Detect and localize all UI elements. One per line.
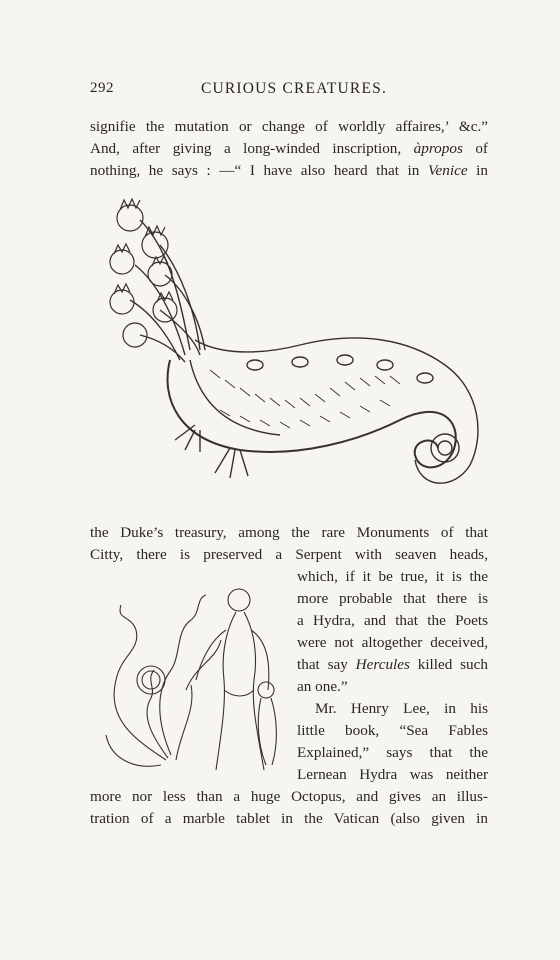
- text-line-14: Explained,” says that the: [297, 744, 488, 761]
- italic-word: àpropos: [413, 140, 463, 157]
- text-line-7: more probable that there is: [297, 590, 488, 607]
- text-line-2: [90, 138, 488, 160]
- text-line-3: nothing, he says : —“ I have also heard that in Venice in: [90, 162, 488, 179]
- text-line-13: little book, “Sea Fables: [297, 722, 488, 739]
- text-line-9: were not altogether deceived,: [297, 634, 488, 651]
- text-line-10: that say Hercules killed such: [297, 656, 488, 673]
- italic-word: Hercules: [355, 656, 410, 673]
- text-line-17: tration of a marble tablet in the Vatican (also given in: [90, 810, 488, 827]
- text-line-2: And, after giving a long-winded inscription, àpropos of: [90, 140, 488, 157]
- text-line-11: an one.”: [297, 678, 348, 695]
- text-line-4: the Duke’s treasury, among the rare Monuments of that: [90, 524, 488, 541]
- running-head: CURIOUS CREATURES.: [200, 80, 388, 97]
- italic-word: Venice: [427, 162, 468, 179]
- text-line-8: a Hydra, and that the Poets: [297, 612, 488, 629]
- text-line-12: Mr. Henry Lee, in his: [315, 700, 488, 717]
- text-line-15: Lernean Hydra was neither: [297, 766, 488, 783]
- page-number: 292: [90, 80, 114, 96]
- text-line-1: signifie the mutation or change of worldly affaires,’ &c.”: [90, 118, 488, 135]
- hercules-hydra-tablet-illustration: [96, 570, 296, 790]
- text-line-16: more nor less than a huge Octopus, and gives an illus-: [90, 788, 488, 805]
- text-line-6: which, if it be true, it is the: [297, 568, 488, 585]
- seven-headed-hydra-illustration: [100, 190, 490, 500]
- text-line-5: Citty, there is preserved a Serpent with seaven heads,: [90, 546, 488, 563]
- page-header: [90, 80, 488, 102]
